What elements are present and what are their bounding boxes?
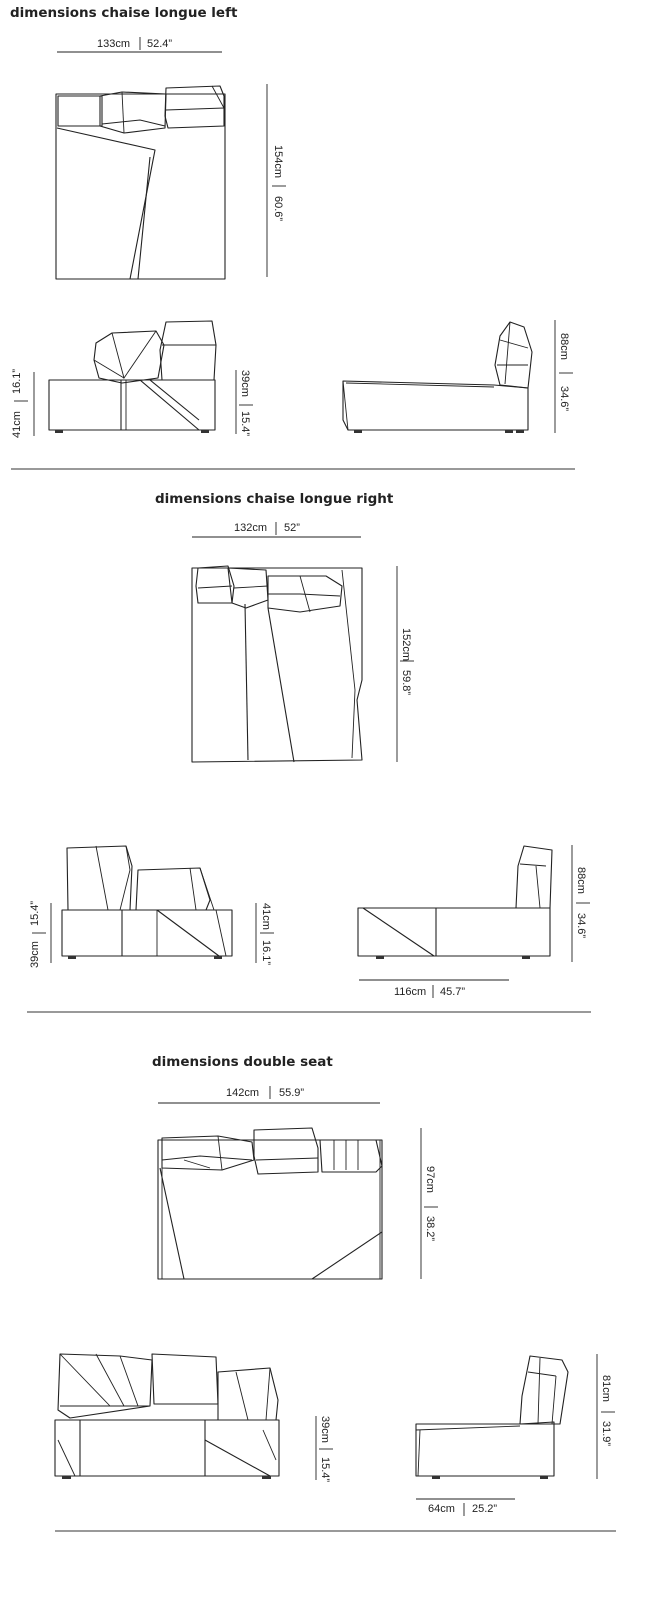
- svg-text:52”: 52”: [284, 522, 300, 534]
- dimension-depth-double-seat: [421, 1128, 438, 1279]
- svg-text:31.9”: 31.9”: [600, 1421, 612, 1447]
- svg-text:15.4”: 15.4”: [319, 1457, 331, 1483]
- svg-text:133cm: 133cm: [97, 38, 131, 50]
- dimension-height-side-chaise-left: [555, 320, 573, 433]
- dimension-seat-height-chaise-left: [236, 370, 253, 436]
- svg-text:41cm: 41cm: [260, 903, 272, 930]
- svg-text:39cm: 39cm: [319, 1416, 331, 1443]
- svg-text:60.6”: 60.6”: [272, 196, 284, 222]
- svg-text:16.1”: 16.1”: [11, 368, 23, 394]
- top-view-chaise-right: [192, 566, 362, 762]
- dimension-depth-chaise-left: [267, 84, 286, 277]
- svg-text:88cm: 88cm: [575, 867, 587, 894]
- svg-text:39cm: 39cm: [239, 370, 251, 397]
- svg-text:45.7”: 45.7”: [440, 986, 466, 998]
- dimension-height-right-chaise-right: [256, 903, 274, 965]
- svg-text:81cm: 81cm: [600, 1375, 612, 1402]
- top-view-chaise-left: [56, 86, 225, 279]
- dimension-seat-height-double-seat: [316, 1416, 333, 1482]
- svg-text:142cm: 142cm: [226, 1087, 260, 1099]
- svg-text:132cm: 132cm: [234, 522, 268, 534]
- svg-text:34.6”: 34.6”: [558, 386, 570, 412]
- dimension-length-side-chaise-right: [359, 980, 509, 998]
- svg-text:97cm: 97cm: [424, 1166, 436, 1193]
- dimension-width-chaise-left: [57, 37, 222, 52]
- svg-text:25.2”: 25.2”: [472, 1503, 498, 1515]
- section-title-chaise-left: dimensions chaise longue left: [10, 5, 238, 21]
- svg-text:34.6”: 34.6”: [575, 913, 587, 939]
- svg-text:88cm: 88cm: [558, 333, 570, 360]
- section-title-double-seat: dimensions double seat: [152, 1054, 333, 1070]
- svg-text:41cm: 41cm: [11, 411, 23, 438]
- top-view-double-seat: [158, 1128, 382, 1279]
- svg-text:38.2”: 38.2”: [424, 1216, 436, 1242]
- svg-text:116cm: 116cm: [394, 986, 427, 998]
- dimension-height-left-chaise-right: [29, 901, 51, 968]
- side-view-double-seat: [416, 1356, 568, 1479]
- dimension-width-chaise-right: [192, 522, 361, 537]
- front-view-chaise-left: [49, 321, 216, 433]
- dimension-depth-side-double-seat: [416, 1499, 515, 1516]
- svg-text:55.9”: 55.9”: [279, 1087, 305, 1099]
- svg-text:64cm: 64cm: [428, 1503, 455, 1515]
- svg-text:154cm: 154cm: [272, 145, 284, 179]
- side-view-chaise-left: [343, 322, 532, 433]
- svg-text:52.4”: 52.4”: [147, 38, 173, 50]
- svg-text:39cm: 39cm: [29, 941, 41, 968]
- svg-text:59.8”: 59.8”: [400, 670, 412, 696]
- front-view-chaise-right: [62, 846, 232, 959]
- svg-text:15.4”: 15.4”: [29, 900, 41, 926]
- dimension-height-side-chaise-right: [572, 845, 590, 962]
- dimension-height-side-double-seat: [597, 1354, 615, 1479]
- svg-text:152cm: 152cm: [400, 628, 412, 662]
- dimension-depth-chaise-right: [397, 566, 414, 762]
- side-view-chaise-right: [358, 846, 552, 959]
- svg-text:15.4”: 15.4”: [239, 411, 251, 437]
- dimension-height-left-chaise-left: [11, 369, 34, 438]
- dimension-width-double-seat: [158, 1086, 380, 1103]
- front-view-double-seat: [55, 1354, 279, 1479]
- section-title-chaise-right: dimensions chaise longue right: [155, 491, 394, 507]
- svg-text:16.1”: 16.1”: [260, 940, 272, 966]
